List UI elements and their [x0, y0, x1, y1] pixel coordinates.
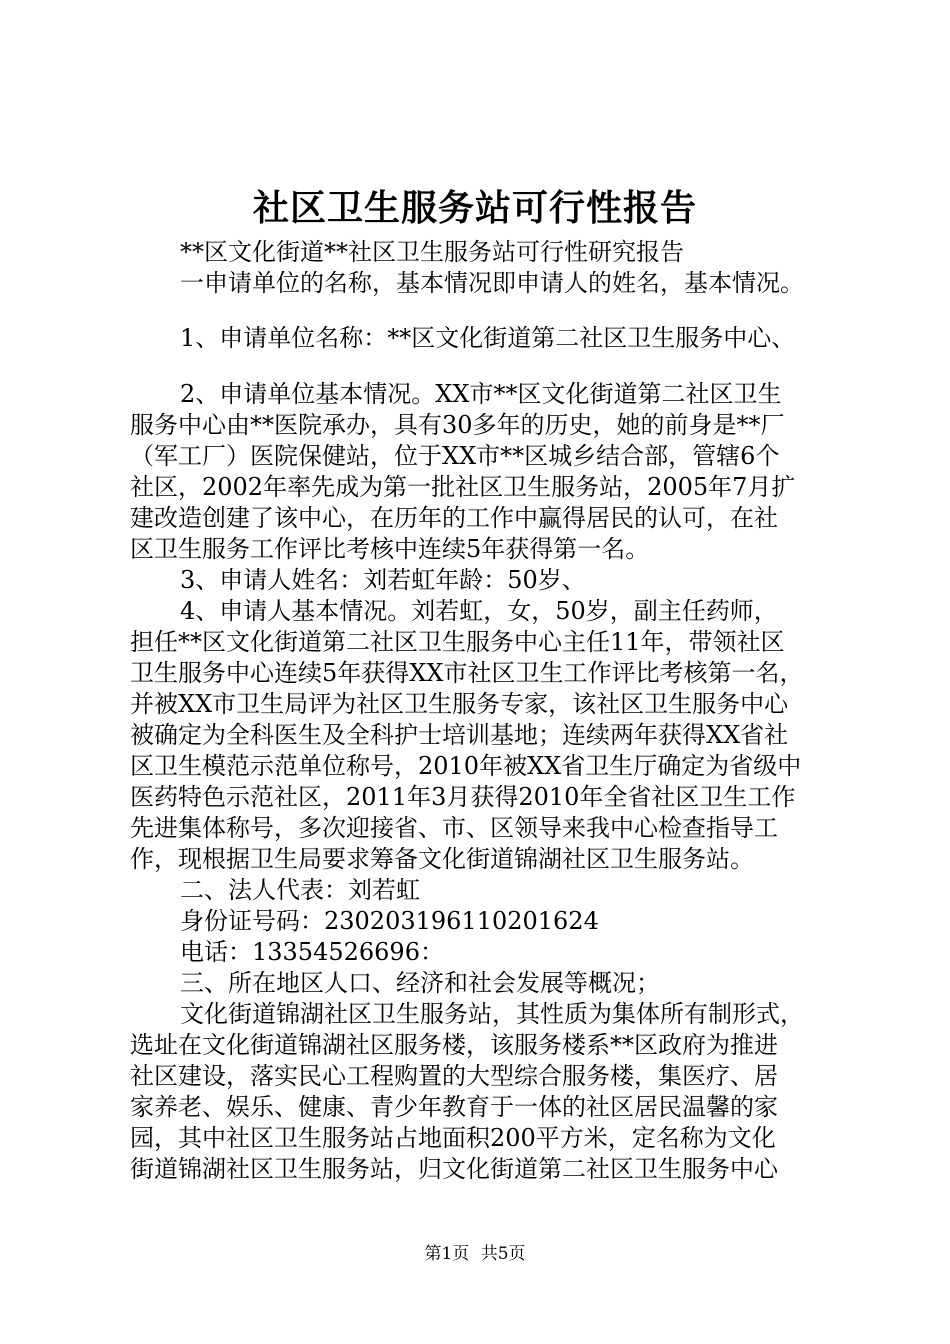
body-line: 建改造创建了该中心，在历年的工作中赢得居民的认可，在社 — [130, 503, 778, 532]
body-line: 被确定为全科医生及全科护士培训基地；连续两年获得XX省社 — [130, 720, 789, 749]
body-line: 二、法人代表：刘若虹 — [180, 875, 420, 904]
body-line: 服务中心由**医院承办，具有30多年的历史，她的前身是**厂 — [130, 410, 785, 439]
body-line: 身份证号码：230203196110201624 — [180, 906, 599, 935]
body-line: （军工厂）医院保健站，位于XX市**区城乡结合部，管辖6个 — [130, 441, 780, 470]
body-line: 街道锦湖社区卫生服务站，归文化街道第二社区卫生服务中心 — [130, 1155, 778, 1183]
body-line: 医药特色示范社区，2011年3月获得2010年全省社区卫生工作 — [130, 782, 796, 811]
body-line: 1、申请单位名称：**区文化街道第二社区卫生服务中心、 — [180, 324, 796, 353]
body-line: 3、申请人姓名：刘若虹年龄：50岁、 — [180, 565, 586, 594]
body-line: 卫生服务中心连续5年获得XX市社区卫生工作评比考核第一名， — [130, 658, 804, 687]
page-footer — [0, 1242, 950, 1266]
body-line: **区文化街道**社区卫生服务站可行性研究报告 — [180, 238, 684, 266]
body-line: 区卫生模范示范单位称号，2010年被XX省卫生厅确定为省级中 — [130, 751, 802, 780]
body-line: 先进集体称号，多次迎接省、市、区领导来我中心检查指导工 — [130, 813, 778, 842]
body-line: 担任**区文化街道第二社区卫生服务中心主任11年，带领社区 — [130, 627, 785, 656]
body-line: 一申请单位的名称，基本情况即申请人的姓名，基本情况。 — [180, 269, 804, 297]
body-line: 4、申请人基本情况。刘若虹，女，50岁，副主任药师， — [180, 596, 778, 625]
body-line: 社区，2002年率先成为第一批社区卫生服务站，2005年7月扩 — [130, 472, 796, 501]
document-title: 社区卫生服务站可行性报告 — [252, 187, 697, 229]
page-number: 第1页 — [424, 1244, 470, 1264]
body-line: 并被XX市卫生局评为社区卫生服务专家，该社区卫生服务中心 — [130, 689, 789, 718]
body-line: 2、申请单位基本情况。XX市**区文化街道第二社区卫生 — [180, 379, 782, 408]
body-line: 选址在文化街道锦湖社区服务楼，该服务楼系**区政府为推进 — [130, 1030, 778, 1059]
body-line: 家养老、娱乐、健康、青少年教育于一体的社区居民温馨的家 — [130, 1092, 778, 1121]
body-line: 三、所在地区人口、经济和社会发展等概况； — [180, 968, 660, 997]
page-total: 共5页 — [480, 1244, 526, 1264]
body-line: 社区建设，落实民心工程购置的大型综合服务楼，集医疗、居 — [130, 1061, 778, 1090]
body-line: 区卫生服务工作评比考核中连续5年获得第一名。 — [130, 534, 650, 563]
body-line: 文化街道锦湖社区卫生服务站，其性质为集体所有制形式， — [180, 999, 804, 1028]
body-line: 园，其中社区卫生服务站占地面积200平方米，定名称为文化 — [130, 1123, 776, 1152]
body-line: 作，现根据卫生局要求筹备文化街道锦湖社区卫生服务站。 — [130, 844, 754, 873]
body-line: 电话：13354526696： — [180, 937, 444, 966]
